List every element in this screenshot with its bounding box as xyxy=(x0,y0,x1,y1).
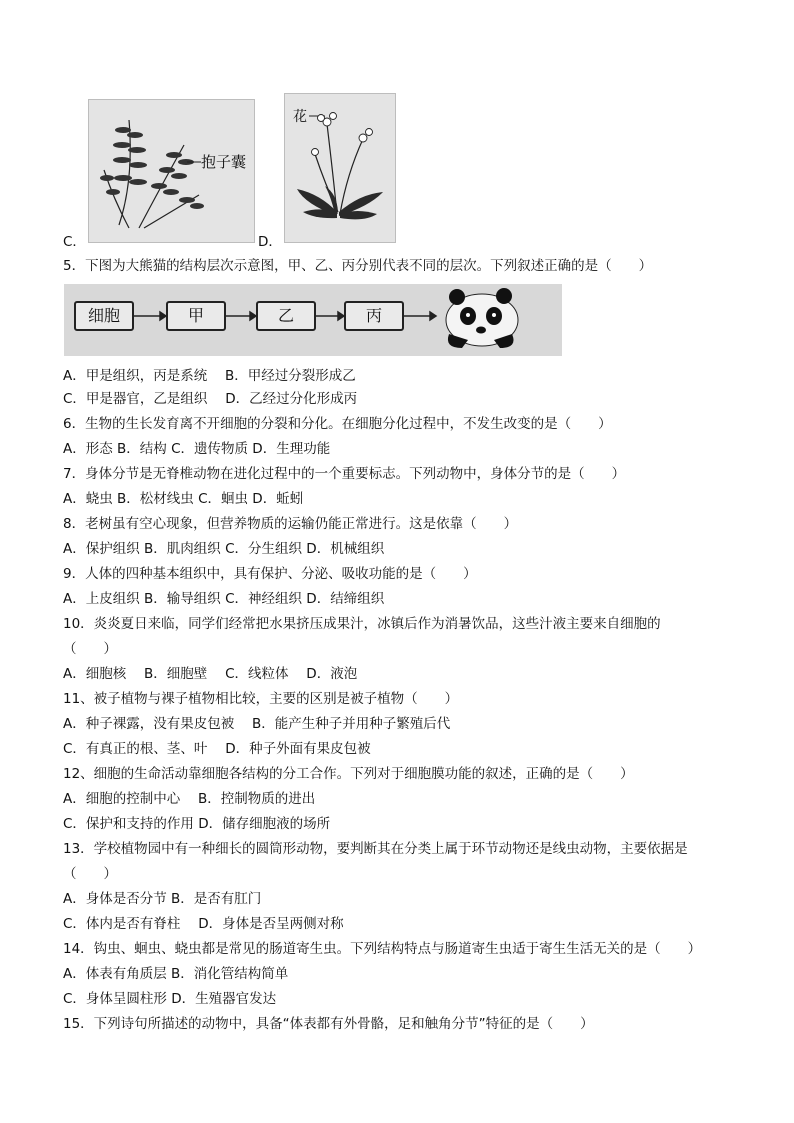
q14-stem: 14．钩虫、蛔虫、蛲虫都是常见的肠道寄生虫。下列结构特点与肠道寄生虫适于寄生生活无关的是（ ） xyxy=(63,941,702,957)
q6-stem: 6．生物的生长发育离不开细胞的分裂和分化。在细胞分化过程中，不发生改变的是（ ） xyxy=(63,416,612,432)
q11-stem: 11、被子植物与裸子植物相比较，主要的区别是被子植物（ ） xyxy=(63,691,459,707)
q6-options: A．形态 B．结构 C．遗传物质 D．生理功能 xyxy=(63,441,331,457)
q12-options-cd: C．保护和支持的作用 D．储存细胞液的场所 xyxy=(63,816,331,832)
panda-icon xyxy=(446,288,518,348)
q11-options-ab: A．种子裸露，没有果皮包被 B．能产生种子并用种子繁殖后代 xyxy=(63,716,451,732)
q12-options-ab: A．细胞的控制中心 B．控制物质的进出 xyxy=(63,791,316,807)
option-c-label: C． xyxy=(63,234,86,250)
flower-annotation: 花 xyxy=(293,109,307,125)
diagram-bing-box: 丙 xyxy=(344,301,404,331)
q13-stem-bracket: （ ） xyxy=(63,866,117,882)
q13-options-ab: A．身体是否分节 B．是否有肛门 xyxy=(63,891,262,907)
q5-options-cd: C．甲是器官，乙是组织 D．乙经过分化形成丙 xyxy=(63,391,358,407)
q7-options: A．蛲虫 B．松材线虫 C．蛔虫 D．蚯蚓 xyxy=(63,491,304,507)
q11-options-cd: C．有真正的根、茎、叶 D．种子外面有果皮包被 xyxy=(63,741,371,757)
sporangium-annotation: 抱子囊 xyxy=(201,153,247,171)
q7-stem: 7．身体分节是无脊椎动物在进化过程中的一个重要标志。下列动物中，身体分节的是（ ） xyxy=(63,466,626,482)
q14-options-cd: C．身体呈圆柱形 D．生殖器官发达 xyxy=(63,991,277,1007)
diagram-yi-box: 乙 xyxy=(256,301,316,331)
q10-stem: 10．炎炎夏日来临，同学们经常把水果挤压成果汁，冰镇后作为消暑饮品，这些汁液主要来自细胞的 xyxy=(63,616,661,632)
q8-options: A．保护组织 B．肌肉组织 C．分生组织 D．机械组织 xyxy=(63,541,385,557)
flower-plant-image xyxy=(284,93,396,243)
diagram-arrows xyxy=(64,284,562,356)
option-d-label: D． xyxy=(258,234,282,250)
diagram-cell-box: 细胞 xyxy=(74,301,134,331)
q13-stem: 13．学校植物园中有一种细长的圆筒形动物，要判断其在分类上属于环节动物还是线虫动物，主要依据是 xyxy=(63,841,688,857)
panda-structure-diagram xyxy=(64,284,562,356)
q15-stem: 15．下列诗句所描述的动物中，具备“体表都有外骨骼，足和触角分节”特征的是（ ） xyxy=(63,1016,594,1032)
q14-options-ab: A．体表有角质层 B．消化管结构简单 xyxy=(63,966,289,982)
q10-stem-bracket: （ ） xyxy=(63,641,117,657)
flower-plant-illustration xyxy=(285,94,395,242)
diagram-jia-box: 甲 xyxy=(166,301,226,331)
q9-stem: 9．人体的四种基本组织中，具有保护、分泌、吸收功能的是（ ） xyxy=(63,566,477,582)
q8-stem: 8．老树虽有空心现象，但营养物质的运输仍能正常进行。这是依靠（ ） xyxy=(63,516,518,532)
q9-options: A．上皮组织 B．输导组织 C．神经组织 D．结缔组织 xyxy=(63,591,385,607)
q10-options: A．细胞核 B．细胞壁 C．线粒体 D．液泡 xyxy=(63,666,358,682)
fern-illustration xyxy=(89,100,254,242)
q13-options-cd: C．体内是否有脊柱 D．身体是否呈两侧对称 xyxy=(63,916,344,932)
q12-stem: 12、细胞的生命活动靠细胞各结构的分工合作。下列对于细胞膜功能的叙述，正确的是（ ） xyxy=(63,766,634,782)
fern-image xyxy=(88,99,255,243)
q5-stem: 5．下图为大熊猫的结构层次示意图，甲、乙、丙分别代表不同的层次。下列叙述正确的是（ ） xyxy=(63,258,653,274)
q5-options-ab: A．甲是组织，丙是系统 B．甲经过分裂形成乙 xyxy=(63,368,356,384)
